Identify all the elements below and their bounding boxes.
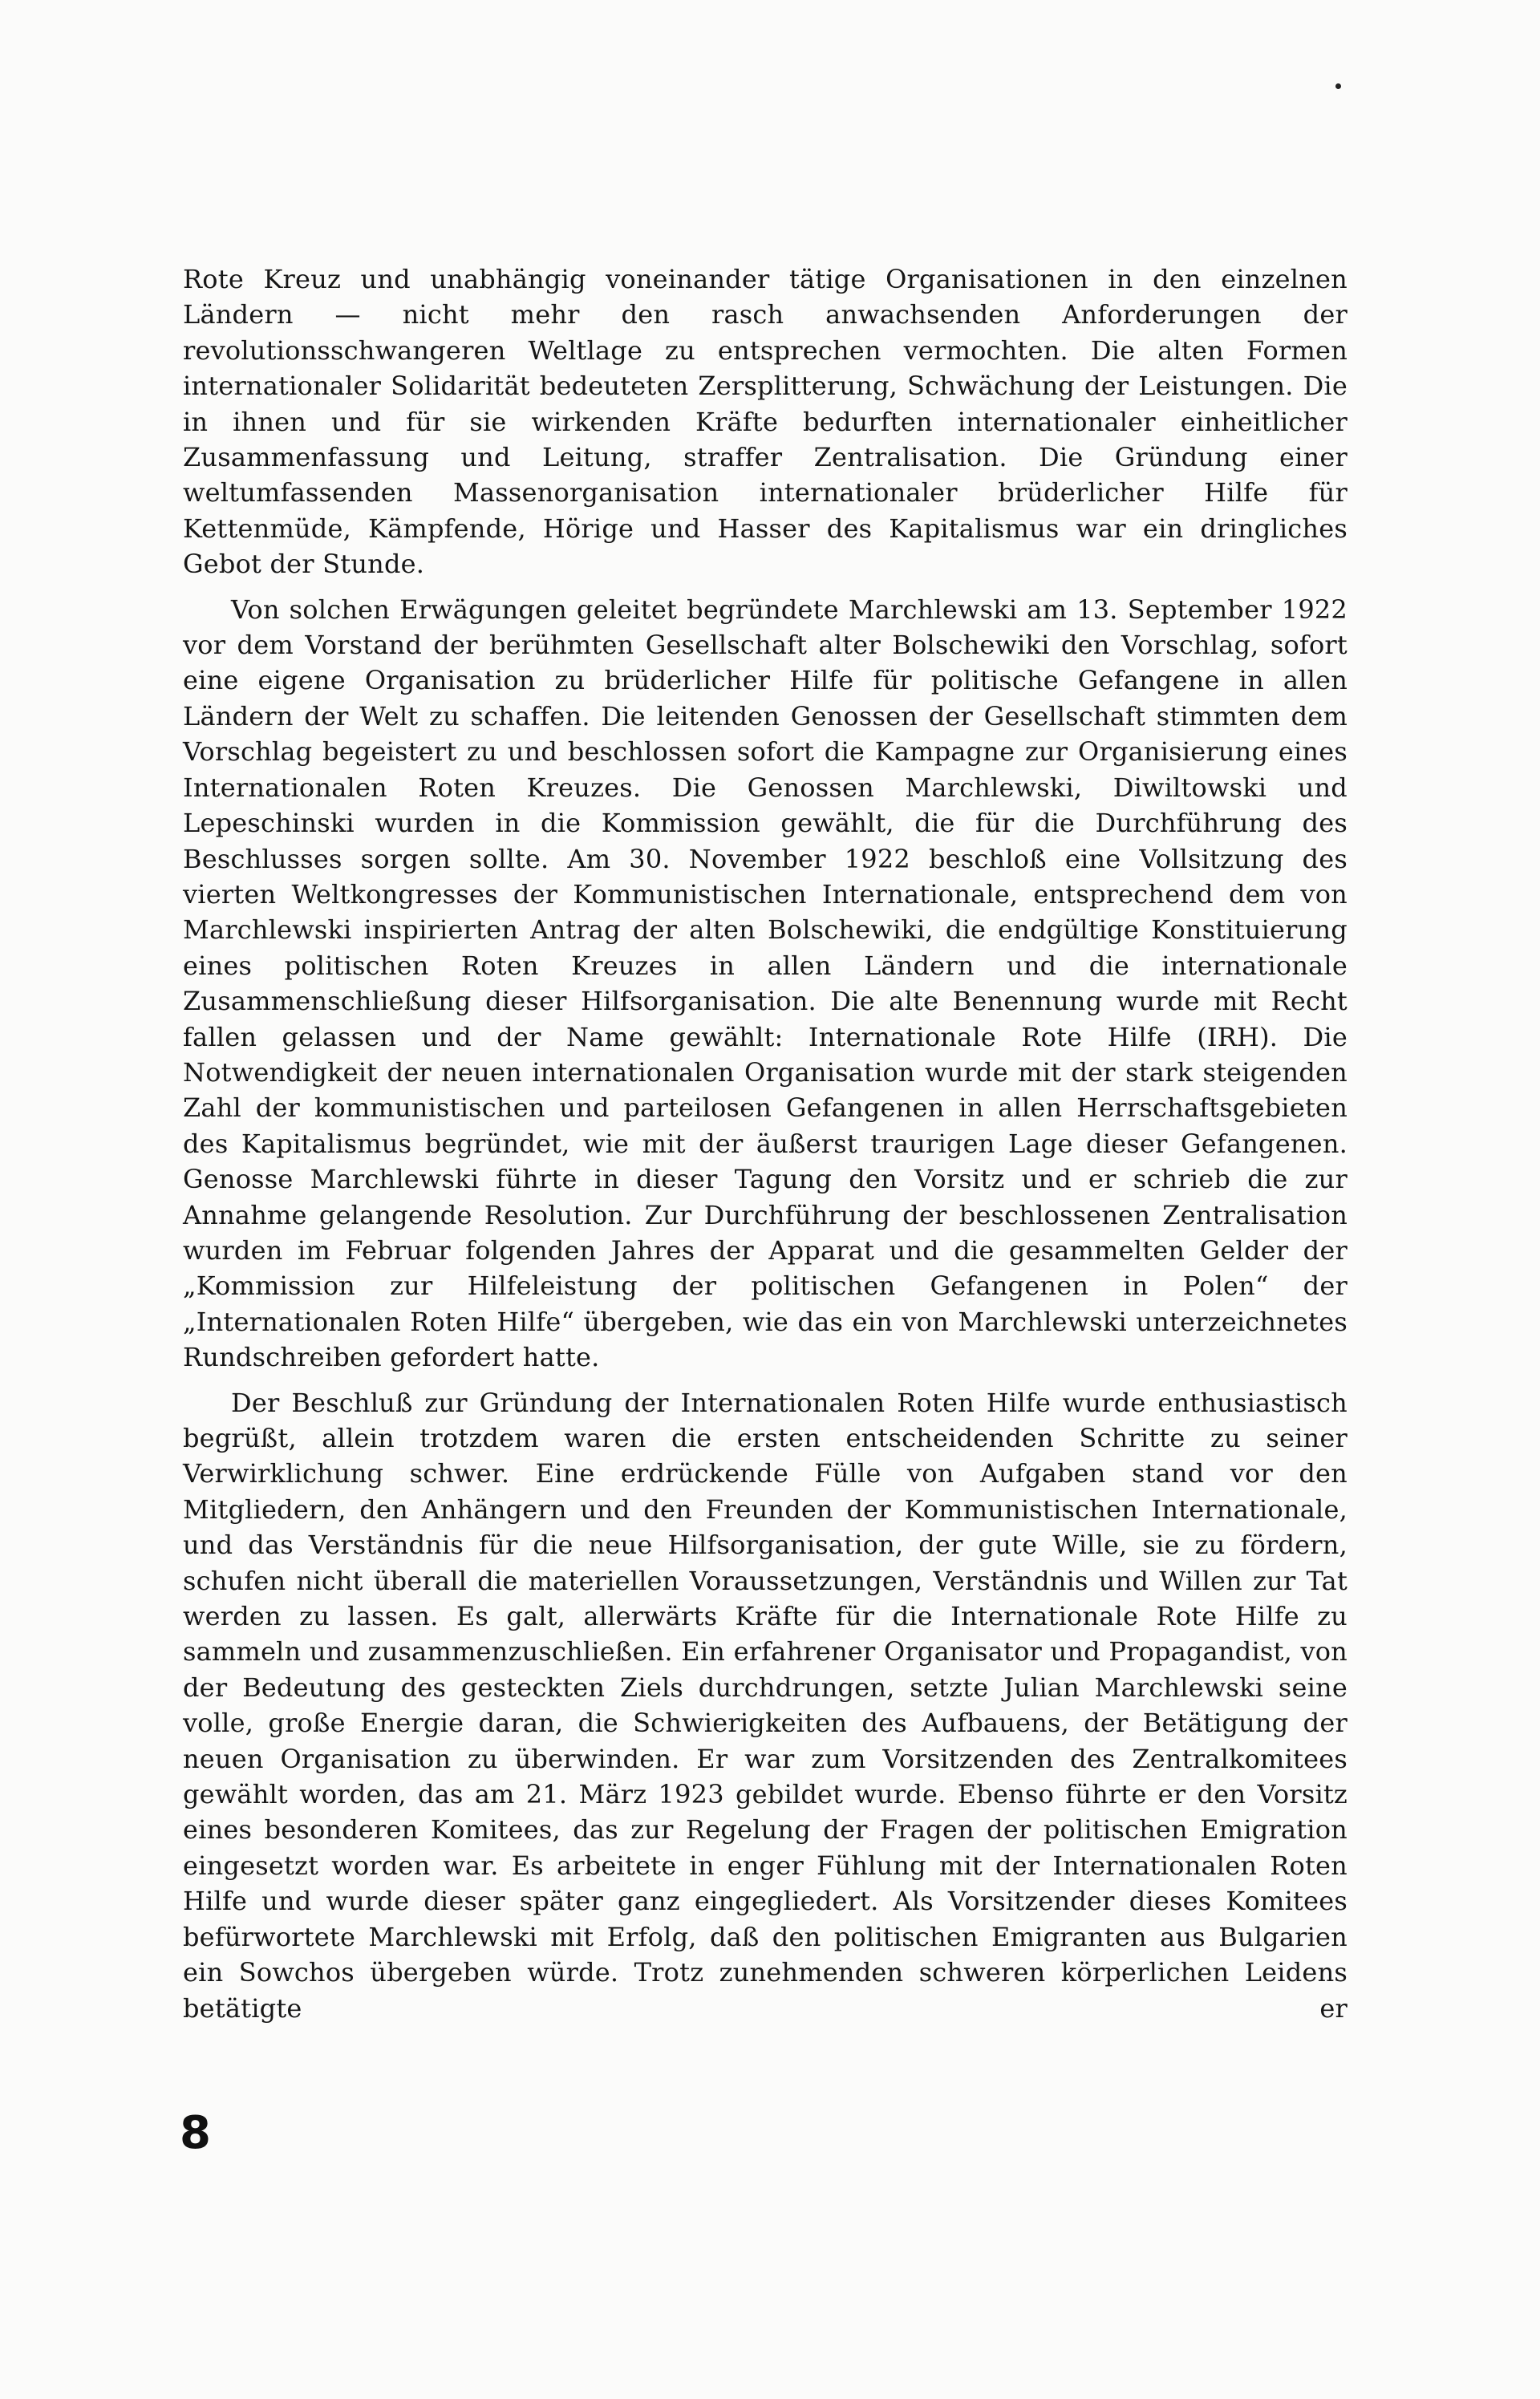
ink-dot <box>1335 83 1341 89</box>
paragraph-1: Rote Kreuz und unabhängig voneinander tätige Organisationen in den einzelnen Ländern — nicht mehr den rasch anwachsenden Anforderungen der revolutionsschwangeren Weltlage zu entsprechen vermochten. Die alten Formen internationaler Solidarität bedeuteten Zersplitterung, Schwächung der Leistungen. Die in ihnen und für sie wirkenden Kräfte bedurften internationaler einheitlicher Zusammenfassung und Leitung, straffer Zentralisation. Die Gründung einer weltumfassenden Massenorganisation internationaler brüderlicher Hilfe für Kettenmüde, Kämpfende, Hörige und Hasser des Kapitalismus war ein dringliches Gebot der Stunde. <box>183 264 1348 580</box>
page-number: 8 <box>180 2107 211 2159</box>
paragraph-3: Der Beschluß zur Gründung der Internationalen Roten Hilfe wurde enthusiastisch begrüßt, allein trotzdem waren die ersten entscheidenden Schritte zu seiner Verwirklichung schwer. Eine erdrückende Fülle von Aufgaben stand vor den Mitgliedern, den Anhängern und den Freunden der Kommunistischen Internationale, und das Verständnis für die neue Hilfsorganisation, der gute Wille, sie zu fördern, schufen nicht überall die materiellen Voraussetzungen, Verständnis und Willen zur Tat werden zu lassen. Es galt, allerwärts Kräfte für die Internationale Rote Hilfe zu sammeln und zusammenzuschließen. Ein erfahrener Organisator und Propagandist, von der Bedeutung des gesteckten Ziels durchdrungen, setzte Julian Marchlewski seine volle, große Energie daran, die Schwierigkeiten des Aufbauens, der Betätigung der neuen Organisation zu überwinden. Er war zum Vorsitzenden des Zentralkomitees gewählt worden, das am 21. März 1923 gebildet wurde. Ebenso führte er den Vorsitz eines besonderen Komitees, das zur Regelung der Fragen der politischen Emigration eingesetzt worden war. Es arbeitete in enger Fühlung mit der Internationalen Roten Hilfe und wurde dieser später ganz eingegliedert. Als Vorsitzender dieses Komitees befürwortete Marchlewski mit Erfolg, daß den politischen Emigranten aus Bulgarien ein Sowchos übergeben würde. Trotz zunehmenden schweren körperlichen Leidens betätigte er <box>183 1387 1348 2024</box>
paragraph-2: Von solchen Erwägungen geleitet begründete Marchlewski am 13. September 1922 vor dem Vorstand der berühmten Gesellschaft alter Bolschewiki den Vorschlag, sofort eine eigene Organisation zu brüderlicher Hilfe für politische Gefangene in allen Ländern der Welt zu schaffen. Die leitenden Genossen der Gesellschaft stimmten dem Vorschlag begeistert zu und beschlossen sofort die Kampagne zur Organisierung eines Internationalen Roten Kreuzes. Die Genossen Marchlewski, Diwiltowski und Lepeschinski wurden in die Kommission gewählt, die für die Durchführung des Beschlusses sorgen sollte. Am 30. November 1922 beschloß eine Vollsitzung des vierten Weltkongresses der Kommunistischen Internationale, entsprechend dem von Marchlewski inspirierten Antrag der alten Bolschewiki, die endgültige Konstituierung eines politischen Roten Kreuzes in allen Ländern und die internationale Zusammenschließung dieser Hilfsorganisation. Die alte Benennung wurde mit Recht fallen gelassen und der Name gewählt: Internationale Rote Hilfe (IRH). Die Notwendigkeit der neuen internationalen Organisation wurde mit der stark steigenden Zahl der kommunistischen und parteilosen Gefangenen in allen Herrschaftsgebieten des Kapitalismus begründet, wie mit der äußerst traurigen Lage dieser Gefangenen. Genosse Marchlewski führte in dieser Tagung den Vorsitz und er schrieb die zur Annahme gelangende Resolution. Zur Durchführung der beschlossenen Zentralisation wurden im Februar folgenden Jahres der Apparat und die gesammelten Gelder der „Kommission zur Hilfeleistung der politischen Gefangenen in Polen“ der „Internationalen Roten Hilfe“ übergeben, wie das ein von Marchlewski unterzeichnetes Rundschreiben gefordert hatte. <box>183 594 1348 1373</box>
body-text <box>183 261 1348 2026</box>
